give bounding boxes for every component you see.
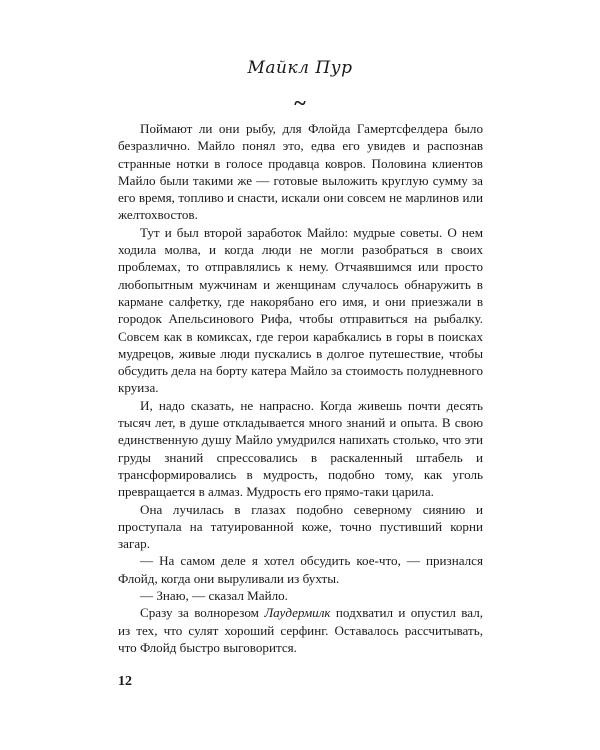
page-number: 12 <box>118 674 132 689</box>
paragraph: И, надо сказать, не напрасно. Когда живешь почти десять тысяч лет, в душе откладывается много знаний и опыта. В свою единственную душу Майло умудрился напихать столько, что эти груды знаний спрессовались в раскаленный штабель и трансформировались в мудрость, подобно тому, как уголь превращается в алмаз. Мудрость его прямо-таки царила. <box>118 397 483 500</box>
paragraph: — На самом деле я хотел обсудить кое-что, — признался Флойд, когда они выруливали из бухты. <box>118 553 483 586</box>
paragraph: — Знаю, — сказал Майло. <box>140 588 288 604</box>
paragraph: Она лучилась в глазах подобно северному сиянию и проступала на татуированной коже, точно пустивший корни загар. <box>118 501 483 552</box>
text-run: Сразу за волнорезом <box>140 605 265 621</box>
paragraph: Поймают ли они рыбу, для Флойда Гамертсфелдера было безразлично. Майло понял это, едва его увидев и распознав странные нотки в голосе продавца ковров. Половина клиентов Майло были такими же — готовые выложить круглую сумму за его время, топливо и снасти, искали они совсем не марлинов или желтохвостов. <box>118 121 483 223</box>
paragraph: Тут и был второй заработок Майло: мудрые советы. О нем ходила молва, и когда люди не могли разобраться в своих проблемах, то отправлялись к нему. Отчаявшимся или просто любопытным мужчинам и женщинам случалось обнаружить в кармане салфетку, где накорябано его имя, и они приезжали в городок Апельсинового Рифа, чтобы отправиться на рыбалку. Совсем как в комиксах, где герои карабкались в горы в поисках мудрецов, живые люди пускались в долгое путешествие, чтобы обсудить дела на борту катера Майло за стоимость полудневного круиза. <box>118 224 483 396</box>
text-run: подхватил и опустил вал, из тех, что сулят хороший серфинг. Оставалось рассчитывать, что Флойд быстро выговорится. <box>118 605 484 655</box>
running-head-author: Майкл Пур <box>247 58 353 78</box>
tilde-ornament-icon: ~ <box>294 90 306 115</box>
paragraph <box>118 604 483 656</box>
body-text <box>118 120 483 656</box>
boat-name: Лаудермилк <box>264 605 331 621</box>
